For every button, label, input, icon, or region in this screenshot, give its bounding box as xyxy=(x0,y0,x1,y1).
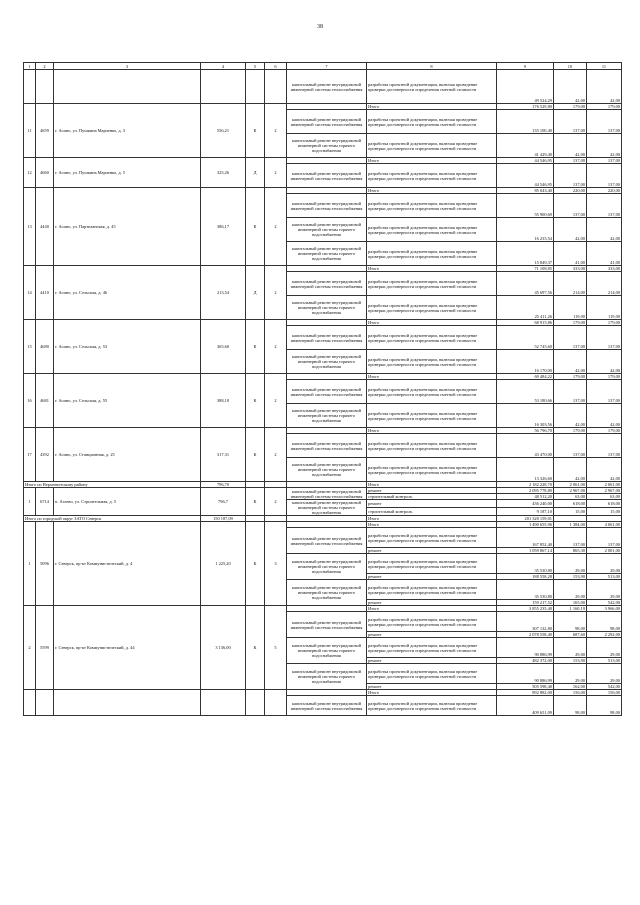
table-row: капитальный ремонт внутридомовой инженерной системы горячего водоснабжения разработка проектной документации, включая проведение проверки достоверности определения сметной стоимости 35 530,80 29,00 29,00 xyxy=(24,580,622,600)
table-row: 11 4659 г. Асино, ул. Пушкина Марченко, д. 3 556,21 К 2 Итого 176 529,80 179,00 179,00 xyxy=(24,104,622,110)
table-row: ремонт 1 059 867,14 865,30 2 001,00 xyxy=(368,548,620,553)
repair-program-table xyxy=(23,62,622,716)
header-cell: 3 xyxy=(54,63,201,70)
table-row: капитальный ремонт внутридомовой инженерной системы теплоснабжения разработка проектной документации, включая проведение проверки достоверности определения сметной стоимости 49 524,29 42,00 42,00 xyxy=(24,70,622,104)
header-row xyxy=(24,63,622,70)
table-row: капитальный ремонт внутридомовой инженерной системы горячего водоснабжения разработка проектной документации, включая проведение проверки достоверности определения сметной стоимости 35 530,80 29,00 29,00 xyxy=(24,554,622,574)
table-row: капитальный ремонт внутридомовой инженерной системы теплоснабжения разработка проектной документации, включая проведение проверки достоверности определения сметной стоимости 53 180,66 137,00 137,00 xyxy=(24,380,622,404)
table-row: строительный контроль 48 512,20 63,00 63,00 xyxy=(368,494,620,499)
table-row: капитальный ремонт внутридомовой инженерной системы горячего водоснабжения разработка проектной документации, включая проведение проверки достоверности определения сметной стоимости 13 326,60 42,00 42,00 xyxy=(24,458,622,482)
table-row: капитальный ремонт внутридомовой инженерной системы горячего водоснабжения разработка проектной документации, включая проведение проверки достоверности определения сметной стоимости 15 849,37 41,00 41,00 xyxy=(24,242,622,266)
address: г. Асино, ул. Пушкина Марченко, д. 3 xyxy=(54,104,201,158)
address: г. Асино, ул. Партизанская, д. 45 xyxy=(54,188,201,266)
header-cell: 8 xyxy=(367,63,497,70)
table-row: 1 6714 п. Агаево, ул. Строительная, д. 5 796,7 К 2 капитальный ремонт внутридомовой инженерной системы теплоснабжения ремонт 2 095 778,80 2 967,00 2 967,00 xyxy=(24,488,622,494)
table-row: капитальный ремонт внутридомовой инженерной системы теплоснабжения разработка проектной документации, включая проведение проверки достоверности определения сметной стоимости 52 745,60 137,00 137,00 xyxy=(24,326,622,350)
header-cell: 11 xyxy=(587,63,622,70)
work-type: капитальный ремонт внутридомовой инженерной системы теплоснабжения xyxy=(287,70,367,104)
table-row: капитальный ремонт внутридомовой инженерной системы горячего водоснабжения разработка проектной документации, включая проведение проверки достоверности определения сметной стоимости 16 170,00 42,00 42,00 xyxy=(24,350,622,374)
table-row: капитальный ремонт внутридомовой инженерной системы теплоснабжения разработка проектной документации, включая проведение проверки достоверности определения сметной стоимости 307 132,80 98,00 98,00 xyxy=(24,612,622,632)
table-row: ремонт 159 217,52 165,00 542,00 xyxy=(368,600,620,605)
address: г. Асино, ул. Сельская, д. 55 xyxy=(54,374,201,428)
table-row: ремонт 482 372,00 153,90 513,00 xyxy=(368,658,620,663)
address: г. Асино, ул. Сельская, д. 46 xyxy=(54,266,201,320)
table-row: капитальный ремонт внутридомовой инженерной системы теплоснабжения разработка проектной документации, включая проведение проверки достоверности определения сметной стоимости 167 852,40 137,00 137,00 xyxy=(24,528,622,548)
page-number: 38 xyxy=(317,24,323,30)
address: п. Агаево, ул. Строительная, д. 5 xyxy=(54,488,201,516)
table-row: 12 4660 г. Асино, ул. Пушкина Марченко, д. 5 325,26 Д 2 Итого 44 546,95 137,00 137,00 xyxy=(24,158,622,164)
table-row: строительный контроль 9 187,10 15,00 15,00 xyxy=(368,509,620,514)
table-row: 1 5096 г. Северск, пр-кт Коммунистический, д. 4 1 225,20 К 3 Итого 1 490 655,96 1 384,00 4 061,00 xyxy=(24,522,622,528)
work-desc: разработка проектной документации, включая проведение проверки достоверности определения сметной стоимости xyxy=(367,70,497,104)
table-row: 14 4410 г. Асино, ул. Сельская, д. 46 213,54 Д 2 Итого 71 108,85 333,00 333,00 xyxy=(24,266,622,272)
table-row: капитальный ремонт внутридомовой инженерной системы теплоснабжения разработка проектной документации, включая проведение проверки достоверности определения сметной стоимости 45 697,56 214,00 214,00 xyxy=(24,272,622,296)
table-row: капитальный ремонт внутридомовой инженерной системы теплоснабжения разработка проектной документации, включая проведение проверки достоверности определения сметной стоимости 44 546,95 137,00 137,00 xyxy=(24,164,622,188)
table-row: 17 4392 г. Асино, ул. Станционная, д. 25 317,31 К 2 Итого 56 796,70 179,00 179,00 xyxy=(24,428,622,434)
address: г. Северск, пр-кт Коммунистический, д. 4 xyxy=(54,522,201,606)
table-row: капитальный ремонт внутридомовой инженерной системы теплоснабжения разработка проектной документации, включая проведение проверки достоверности определения сметной стоимости 135 100,40 137,00 137,00 xyxy=(24,110,622,134)
table-row: 16 4681 г. Асино, ул. Сельская, д. 55 388,18 К 2 Итого 69 484,22 179,00 179,00 xyxy=(24,374,622,380)
header-cell: 7 xyxy=(287,63,367,70)
header-cell: 9 xyxy=(497,63,554,70)
address: г. Асино, ул. Станционная, д. 25 xyxy=(54,428,201,482)
header-cell: 6 xyxy=(265,63,287,70)
subtotal-row: Итого по Верхнекетскому району 796,70 Итого 2 182 228,70 2 061,00 2 061,00 xyxy=(25,482,620,487)
table-row: Итого 892 882,00 156,00 156,00 xyxy=(24,690,622,696)
table-row: капитальный ремонт внутридомовой инженерной системы горячего водоснабжения разработка проектной документации, включая проведение проверки достоверности определения сметной стоимости 90 886,99 29,00 29,00 xyxy=(24,638,622,658)
table-row: 2 5599 г. Северск, пр-кт Коммунистический, д. 44 3 136,00 К 5 Итого 3 855 235,40 1 160,19 3 966,00 xyxy=(24,606,622,612)
address: г. Асино, ул. Пушкина Марченко, д. 5 xyxy=(54,158,201,188)
header-cell: 5 xyxy=(246,63,265,70)
table-row: ремонт 188 558,28 153,90 513,00 xyxy=(368,574,620,579)
header-cell: 10 xyxy=(554,63,587,70)
table-row: капитальный ремонт внутридомовой инженерной системы теплоснабжения разработка проектной документации, включая проведение проверки достоверности определения сметной стоимости 43 470,00 137,00 137,00 xyxy=(24,434,622,458)
header-cell: 4 xyxy=(201,63,246,70)
table-row: 13 4440 г. Асино, ул. Партизанская, д. 45 386,17 К 2 Итого 85 043,40 220,00 220,00 xyxy=(24,188,622,194)
address: г. Северск, пр-кт Коммунистический, д. 44 xyxy=(54,606,201,690)
header-cell: 1 xyxy=(24,63,36,70)
address: г. Асино, ул. Сельская, д. 53 xyxy=(54,320,201,374)
table-row: капитальный ремонт внутридомовой инженерной системы горячего водоснабжения разработка проектной документации, включая проведение проверки достоверности определения сметной стоимости 90 886,99 29,00 29,00 xyxy=(24,664,622,684)
table-row: 15 4680 г. Асино, ул. Сельская, д. 53 365,60 К 2 Итого 68 915,86 179,00 179,00 xyxy=(24,320,622,326)
table-row: капитальный ремонт внутридомовой инженерной системы теплоснабжения разработка проектной документации, включая проведение проверки достоверности определения сметной стоимости 409 651,09 98,00 98,00 xyxy=(24,696,622,716)
subtotal-row: Итого по городской округ ЗАТО Северск 150 187,09 Итого 201 328 159,01 xyxy=(24,516,622,522)
header-cell: 2 xyxy=(36,63,54,70)
table-row: ремонт 2 078 558,40 687,60 2 292,00 xyxy=(368,632,620,637)
table-row: капитальный ремонт внутридомовой инженерной системы теплоснабжения разработка проектной документации, включая проведение проверки достоверности определения сметной стоимости 55 900,69 137,00 137,00 xyxy=(24,194,622,218)
table-row: ремонт 505 598,40 162,00 542,00 xyxy=(368,684,620,689)
table-row: капитальный ремонт внутридомовой инженерной системы горячего водоснабжения разработка проектной документации, включая проведение проверки достоверности определения сметной стоимости 41 429,40 42,00 42,00 xyxy=(24,134,622,158)
total-label: Итого xyxy=(367,104,497,110)
table-row: капитальный ремонт внутридомовой инженерной системы горячего водоснабжения разработка проектной документации, включая проведение проверки достоверности определения сметной стоимости 25 411,26 119,00 119,00 xyxy=(24,296,622,320)
table-row: капитальный ремонт внутридомовой инженерной системы горячего водоснабжения разработка проектной документации, включая проведение проверки достоверности определения сметной стоимости 16 235,54 42,00 42,00 xyxy=(24,218,622,242)
table-row: капитальный ремонт внутридомовой инженерной системы горячего водоснабжения разработка проектной документации, включая проведение проверки достоверности определения сметной стоимости 16 303,56 42,00 42,00 xyxy=(24,404,622,428)
table-row: капитальный ремонт внутридомовой инженерной системы горячего водоснабжения ремонт 436 240,00 618,00 618,00 xyxy=(24,500,622,508)
